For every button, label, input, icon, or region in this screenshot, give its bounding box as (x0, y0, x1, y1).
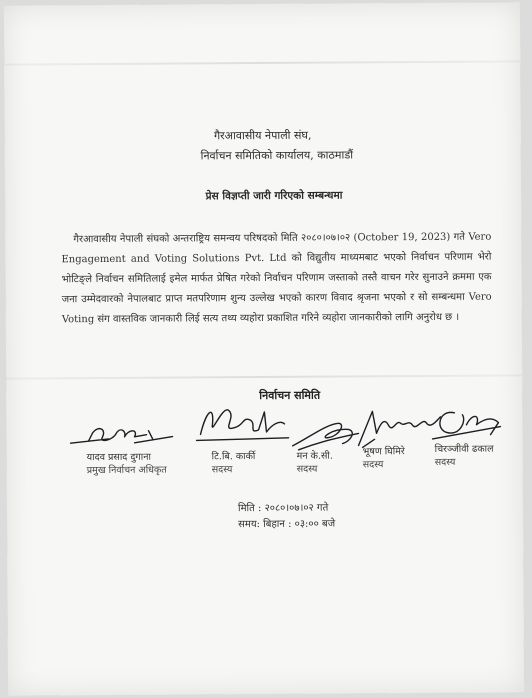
signatory-4 (363, 445, 405, 471)
signatory-2 (212, 450, 256, 476)
committee-title: निर्वाचन समिति (259, 388, 321, 403)
signatory-role: प्रमुख निर्वाचन अधिकृत (86, 464, 167, 477)
signatory-name: मन के.सी. (296, 450, 333, 462)
signature-1 (68, 417, 178, 454)
signatory-role: सदस्य (362, 459, 384, 471)
signatory-1 (87, 451, 167, 477)
signatory-5 (435, 443, 494, 469)
date-block (238, 501, 335, 534)
subject-line: प्रेस विज्ञप्ती जारी गरिएको सम्बन्धमा (205, 189, 343, 203)
letterhead (5, 124, 521, 167)
time-line: समय: बिहान : ०३:०० बजे (238, 518, 336, 531)
signature-5 (426, 401, 506, 445)
signatory-role: सदस्य (434, 456, 456, 468)
signatory-name: भूषण घिमिरे (362, 446, 405, 458)
signatory-role: सदस्य (211, 464, 233, 476)
document-page (4, 2, 524, 695)
organization-name: गैरआवासीय नेपाली संघ, (213, 128, 312, 143)
fold-line (6, 374, 522, 379)
signatory-role: सदस्य (296, 463, 318, 475)
date-line: मिति : २०८०।०७।०२ गते (237, 502, 329, 515)
signatory-3 (297, 450, 333, 476)
signatory-name: यादव प्रसाद दुगाना (86, 451, 151, 464)
office-name: निर्वाचन समितिको कार्यालय, काठमाडौं (200, 148, 354, 163)
signature-2 (192, 400, 292, 449)
fold-line (4, 60, 520, 65)
body-paragraph: गैरआवासीय नेपाली संघको अन्तराष्ट्रिय समन्वय परिषदको मिति २०८०।०७।०२ (October 19, 2023) गते Vero Engagement and Voting Solutions Pvt. Ltd को विद्युतीय माध्यमबाट भएको निर्वाचन परिणाम भेरो भोटिङ्ले निर्वाचन समितिलाई इमेल मार्फत प्रेषित गरेको निर्वाचन परिणाम जस्ताको तस्तै वाचन गरेर सुनाउने क्रममा एक जना उम्मेदवारको नेपालबाट प्राप्त मतपरिणाम शुन्य उल्लेख भएको कारण विवाद श्रृजना भएको र सो सम्बन्धमा Vero Voting संग वास्तविक जानकारी लिई सत्य तथ्य व्यहोरा प्रकाशित गरिने व्यहोरा जानकारीको लागि अनुरोध छ । (61, 231, 492, 326)
signatory-name: चिरञ्जीवी ढकाल (434, 443, 494, 455)
signatory-name: टि.बि. कार्की (211, 451, 256, 463)
